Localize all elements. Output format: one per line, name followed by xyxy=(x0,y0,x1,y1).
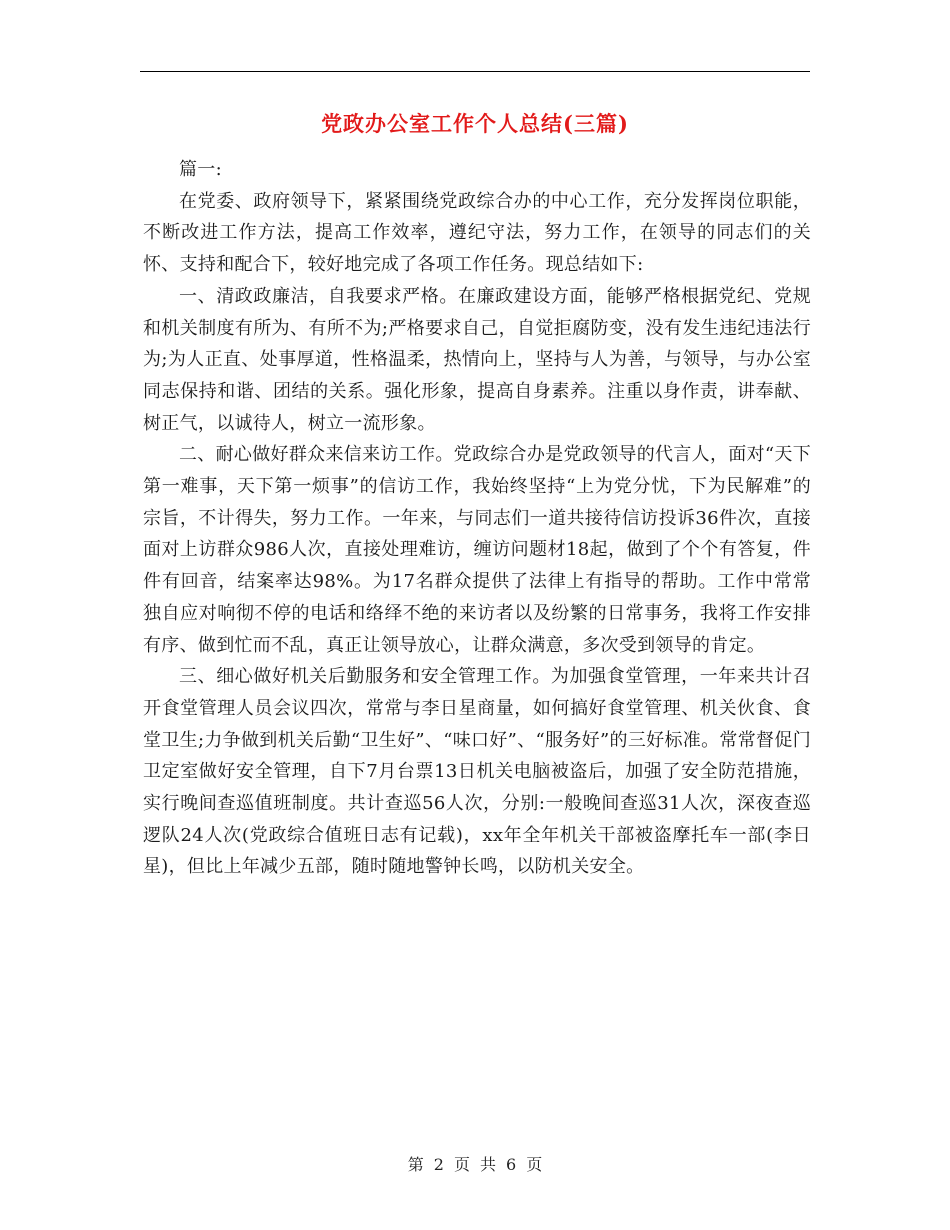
footer-total-unit: 页 xyxy=(526,1155,543,1174)
footer-page-unit: 页 xyxy=(453,1155,470,1174)
body-paragraph: 二、耐心做好群众来信来访工作。党政综合办是党政领导的代言人，面对“天下第一难事，天下第一烦事”的信访工作，我始终坚持“上为党分忧，下为民解难”的宗旨，不计得失，努力工作。一年来，与同志们一道共接待信访投诉36件次，直接面对上访群众986人次，直接处理难访，缠访问题材18起，做到了个个有答复，件件有回音，结案率达98%。为17名群众提供了法律上有指导的帮助。工作中常常独自应对响彻不停的电话和络绎不绝的来访者以及纷繁的日常事务，我将工作安排有序、做到忙而不乱，真正让领导放心，让群众满意，多次受到领导的肯定。 xyxy=(143,444,811,656)
body-paragraph: 一、清政政廉洁，自我要求严格。在廉政建设方面，能够严格根据党纪、党规和机关制度有所为、有所不为;严格要求自己，自觉拒腐防变，没有发生违纪违法行为;为人正直、处事厚道，性格温柔，热情向上，坚持与人为善，与领导，与办公室同志保持和谐、团结的关系。强化形象，提高自身素养。注重以身作责，讲奉献、树正气，以诚待人，树立一流形象。 xyxy=(143,285,811,434)
body-paragraph: 三、细心做好机关后勤服务和安全管理工作。为加强食堂管理，一年来共计召开食堂管理人员会议四次，常常与李日星商量，如何搞好食堂管理、机关伙食、食堂卫生;力争做到机关后勤“卫生好”、“味口好”、“服务好”的三好标准。常常督促门卫定室做好安全管理，自下7月台票13日机关电脑被盗后，加强了安全防范措施，实行晚间查巡值班制度。共计查巡56人次，分别:一般晚间查巡31人次，深夜查巡逻队24人次(党政综合值班日志有记载)，xx年全年机关干部被盗摩托车一部(李日星)，但比上年减少五部，随时随地警钟长鸣，以防机关安全。 xyxy=(143,666,811,878)
section-heading: 篇一: xyxy=(179,159,222,180)
page-footer xyxy=(0,1152,950,1175)
document-title: 党政办公室工作个人总结(三篇) xyxy=(321,111,629,136)
body-paragraph: 在党委、政府领导下，紧紧围绕党政综合办的中心工作，充分发挥岗位职能，不断改进工作方法，提高工作效率，遵纪守法，努力工作，在领导的同志们的关怀、支持和配合下，较好地完成了各项工作任务。现总结如下: xyxy=(143,190,811,276)
document-body xyxy=(143,154,811,883)
total-page-count: 6 xyxy=(506,1155,517,1174)
current-page-number: 2 xyxy=(433,1155,444,1174)
footer-prefix: 第 xyxy=(407,1155,424,1174)
footer-total-prefix: 共 xyxy=(480,1155,497,1174)
header-rule xyxy=(140,71,810,72)
